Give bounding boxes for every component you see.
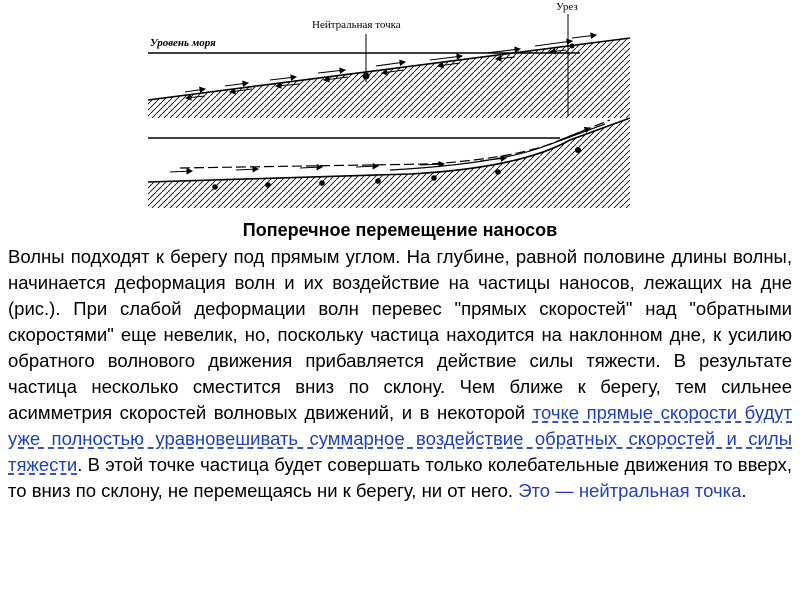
highlight-neutral-point: Это — нейтральная точка: [518, 480, 742, 501]
neutral-point-particle: [363, 73, 370, 80]
top-seabed: [148, 38, 630, 118]
paragraph-part-1: Волны подходят к берегу под прямым углом. На глубине, равной половине длины волны, начинается деформация волн и их воздействие на частицы наносов, лежащих на дне (рис.). При слабой деформации волн перевес "прямых скоростей" над "обратными скоростями" еще невелик, но, поскольку частица находится на наклонном дне, к усилию обратного волнового движения прибавляется действие силы тяжести. В результате частица несколько сместится вниз по склону. Чем ближе к берегу, тем сильнее асимметрия скоростей волновых движений, и в некоторой: [8, 246, 792, 423]
bottom-panel: [148, 118, 630, 208]
figure-caption: Поперечное перемещение наносов: [242, 220, 558, 240]
urez-label: Урез: [556, 1, 578, 13]
bottom-seabed: [148, 118, 630, 208]
neutral-point-label: Нейтральная точка: [312, 19, 401, 31]
top-panel: [148, 1, 630, 118]
explanation-paragraph: [8, 244, 792, 504]
urez-particle: [570, 44, 575, 49]
paragraph-part-3: .: [741, 480, 747, 501]
sea-level-label: Уровень моря: [150, 37, 216, 49]
sediment-transport-diagram: [0, 0, 800, 215]
paragraph-part-2: . В этой точке частица будет совершать только колебательные движения то вверх, то вниз по склону, не перемещаясь ни к берегу, ни от него.: [8, 454, 792, 501]
highlight-balance-point: точке прямые скорости будут уже полностью уравновешивать суммарное воздействие обратных скоростей и силы тяжести: [8, 402, 792, 475]
